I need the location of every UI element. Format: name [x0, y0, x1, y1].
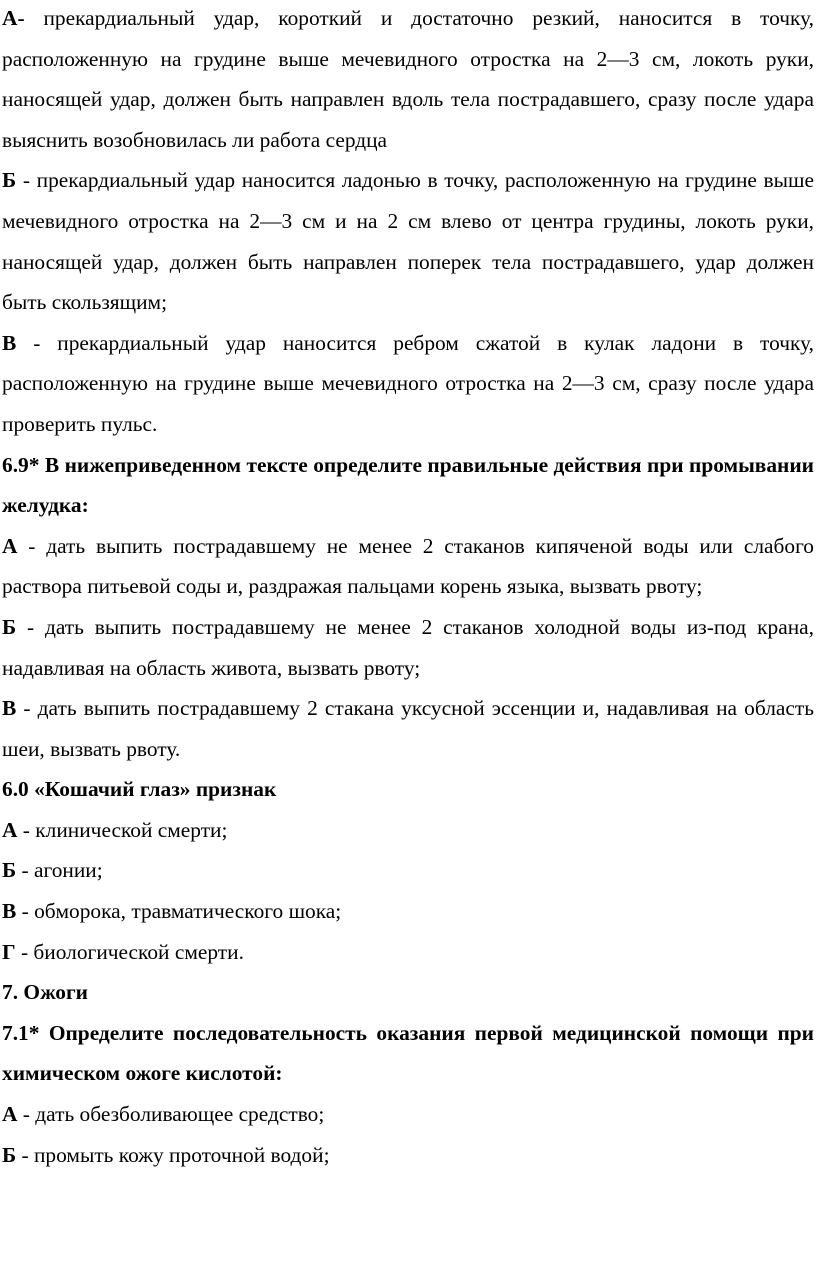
question-6-9-title: 6.9* В нижеприведенном тексте определите правильные действия при промывании желудка: — [2, 452, 814, 518]
option-text: - дать выпить пострадавшему не менее 2 стаканов холодной воды из-под крана, надавливая на область живота, вызвать рвоту; — [2, 614, 814, 680]
option-letter: Б — [2, 858, 17, 883]
question-6-0-title: 6.0 «Кошачий глаз» признак — [2, 777, 277, 802]
option-text: - обморока, травматического шока; — [16, 899, 342, 924]
option-text: прекардиальный удар, короткий и достаточно резкий, наносится в точку, расположенную на грудине выше мечевидного отростка на 2—3 см, локоть руки, наносящей удар, должен быть направлен вдоль тела пострадавшего, сразу после удара выяснить возобновилась ли работа сердца — [2, 6, 814, 152]
option-text: - клинической смерти; — [17, 817, 228, 842]
q69-option-v — [2, 688, 814, 769]
option-letter: Г — [2, 939, 16, 964]
option-letter: А- — [2, 6, 25, 30]
answer-option-b — [2, 160, 814, 322]
option-letter: В — [2, 696, 17, 721]
option-letter: А — [2, 1102, 18, 1127]
option-text: - биологической смерти. — [15, 939, 244, 964]
option-text: - агонии; — [16, 858, 103, 883]
option-letter: Б — [2, 614, 17, 639]
q69-option-a — [2, 526, 814, 607]
option-letter: В — [2, 899, 17, 924]
option-letter: А — [2, 533, 18, 558]
option-letter: Б — [2, 1142, 17, 1167]
q60-option-b — [2, 850, 814, 891]
q69-option-b — [2, 607, 814, 688]
option-text: - дать выпить пострадавшему 2 стакана уксусной эссенции и, надавливая на область шеи, вызвать рвоту. — [2, 696, 814, 761]
q60-option-a — [2, 810, 814, 851]
option-letter: А — [2, 817, 18, 842]
option-letter: Б — [2, 168, 17, 193]
option-text: - прекардиальный удар наносится ладонью в точку, расположенную на грудине выше мечевидного отростка на 2—3 см и на 2 см влево от центра грудины, локоть руки, наносящей удар, должен быть направлен поперек тела пострадавшего, удар должен быть скользящим; — [2, 168, 814, 315]
answer-option-a — [2, 0, 814, 160]
q60-option-v — [2, 891, 814, 932]
option-text: - дать обезболивающее средство; — [17, 1102, 325, 1127]
option-text: - дать выпить пострадавшему не менее 2 стаканов кипяченой воды или слабого раствора питьевой соды и, раздражая пальцами корень языка, вызвать рвоту; — [2, 533, 814, 599]
q60-option-g — [2, 932, 814, 973]
answer-option-v — [2, 323, 814, 445]
q71-option-b — [2, 1135, 814, 1176]
option-text: - прекардиальный удар наносится ребром сжатой в кулак ладони в точку, расположенную на грудине выше мечевидного отростка на 2—3 см, сразу после удара проверить пульс. — [2, 330, 814, 436]
question-7-1-title: 7.1* Определите последовательность оказания первой медицинской помощи при химическом ожоге кислотой: — [2, 1020, 814, 1086]
option-text: - промыть кожу проточной водой; — [16, 1142, 330, 1167]
q71-option-a — [2, 1094, 814, 1135]
section-7-title: 7. Ожоги — [2, 980, 89, 1005]
option-letter: В — [2, 330, 17, 355]
